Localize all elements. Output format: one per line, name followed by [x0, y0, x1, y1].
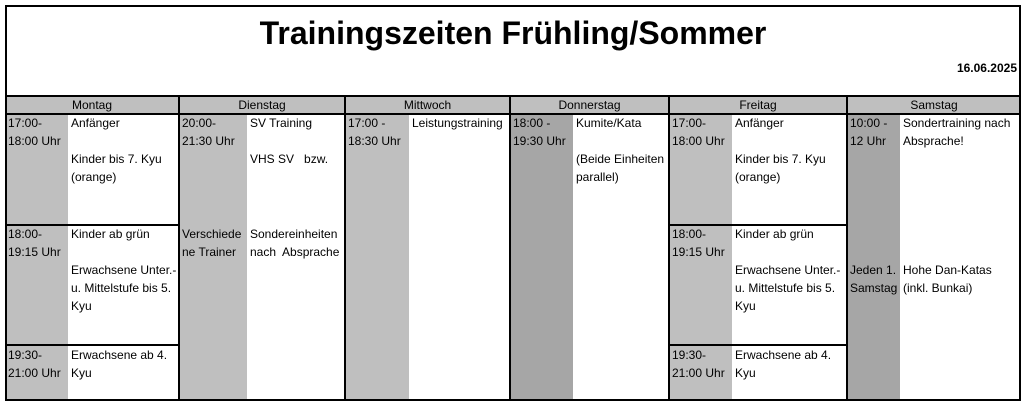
day-header-donnerstag: Donnerstag [558, 98, 621, 112]
slot-description: Erwachsene ab 4. Kyu [71, 348, 168, 380]
page-title: Trainingszeiten Frühling/Sommer [259, 15, 767, 51]
slot-description: Sondereinheiten nach Absprache [250, 227, 340, 259]
slot-description: Kinder ab grün Erwachsene Unter.- u. Mittelstufe bis 5. Kyu [735, 227, 841, 313]
slot-description: Kumite/Kata (Beide Einheiten parallel) [576, 116, 665, 184]
time-slot: Verschiede ne Trainer [182, 227, 242, 259]
time-slot: 18:00- 19:15 Uhr [672, 227, 725, 259]
day-header-montag: Montag [71, 98, 113, 112]
time-slot: 19:30- 21:00 Uhr [672, 348, 725, 380]
slot-description: Anfänger Kinder bis 7. Kyu (orange) [71, 116, 162, 184]
day-header-freitag: Freitag [739, 98, 777, 112]
time-slot: 19:30- 21:00 Uhr [8, 348, 61, 380]
date-label: 16.06.2025 [956, 61, 1017, 75]
slot-description: Hohe Dan-Katas (inkl. Bunkai) [903, 263, 992, 295]
time-slot: 17:00 - 18:30 Uhr [348, 116, 401, 148]
time-slot: 18:00 - 19:30 Uhr [513, 116, 566, 148]
slot-description: SV Training VHS SV bzw. [250, 116, 329, 166]
slot-description: Anfänger Kinder bis 7. Kyu (orange) [735, 116, 826, 184]
time-slot: 20:00- 21:30 Uhr [182, 116, 235, 148]
time-slot: 18:00- 19:15 Uhr [8, 227, 61, 259]
day-header-dienstag: Dienstag [238, 98, 286, 112]
time-slot: 17:00- 18:00 Uhr [672, 116, 725, 148]
slot-description: Leistungstraining [412, 116, 503, 130]
slot-description: Kinder ab grün Erwachsene Unter.- u. Mittelstufe bis 5. Kyu [71, 227, 177, 313]
time-slot: 10:00 - 12 Uhr [850, 116, 888, 148]
day-header-mittwoch: Mittwoch [403, 98, 452, 112]
slot-description: Erwachsene ab 4. Kyu [735, 348, 832, 380]
day-header-samstag: Samstag [910, 98, 958, 112]
schedule-frame [5, 5, 1021, 401]
time-slot: 17:00- 18:00 Uhr [8, 116, 61, 148]
slot-description: Sondertraining nach Absprache! [903, 116, 1011, 148]
time-slot: Jeden 1. Samstag [850, 263, 898, 295]
